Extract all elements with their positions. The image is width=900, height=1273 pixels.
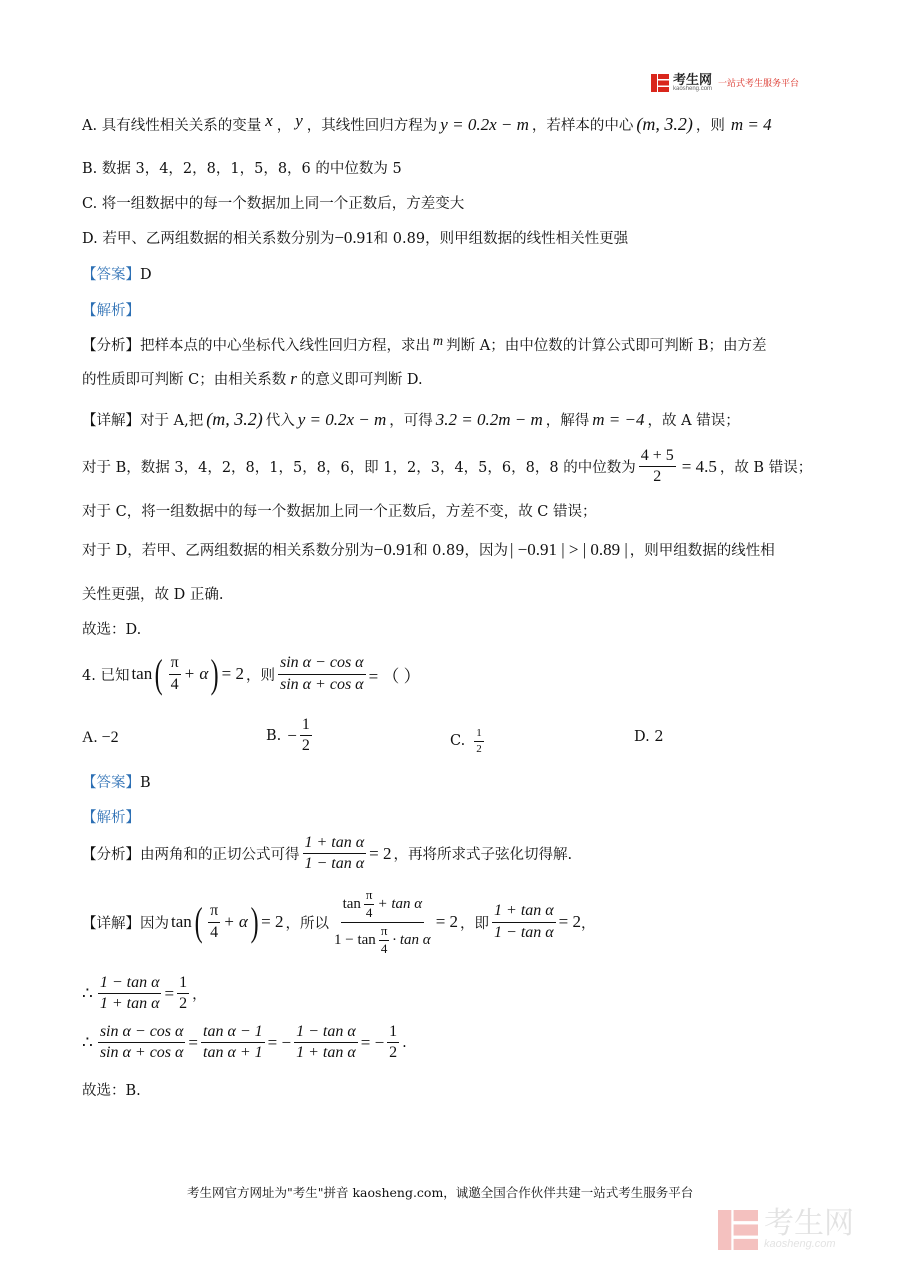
q4-stem-text: 4. 已知	[82, 667, 130, 684]
plus-alpha: + α	[183, 664, 209, 683]
q4-guxuan: 故选：B.	[82, 1083, 141, 1099]
xj-a-text-3: ，可得	[389, 413, 433, 429]
var-m: m	[433, 333, 444, 349]
fenxi-text-3: 的性质即可判断 C；由相关系数	[82, 372, 287, 388]
pi-over-4-inner	[364, 888, 375, 921]
xj-text-4: ，	[581, 915, 596, 932]
header-slogan: 一站式考生服务平台	[718, 78, 800, 88]
q4-answer	[82, 771, 151, 792]
xiangjie-tag: 【详解】	[82, 413, 140, 429]
q4-xiangjie-line2	[82, 974, 207, 1014]
tan-func: tan	[131, 664, 153, 683]
paren-left: (	[154, 651, 163, 696]
neg-half	[300, 716, 312, 756]
tan-sum-fraction	[303, 834, 367, 874]
num: 1	[387, 1023, 399, 1043]
median-result: = 4.5	[681, 456, 717, 476]
q3-answer	[82, 263, 152, 284]
q4-option-c	[450, 727, 487, 755]
equals-two: = 2	[435, 912, 459, 932]
q3-option-a-text-2: ，其线性回归方程为	[306, 118, 438, 134]
num: sin α − cos α	[98, 1023, 186, 1043]
answer-value: B	[140, 775, 151, 791]
q4-jiexi-tag: 【解析】	[82, 810, 140, 826]
var-r: r	[290, 368, 297, 388]
den: 2	[301, 737, 310, 755]
xj-d-text-2: 和 0.89，因为	[413, 543, 508, 559]
fenxi-text-2: ，再将所求式子弦化切得解.	[393, 847, 573, 864]
tan-func: tan	[171, 912, 192, 932]
num-tail: + tan α	[377, 895, 423, 912]
q3-option-a-text: A. 具有线性相关关系的变量	[82, 118, 262, 134]
xj-a-equation: y = 0.2x − m	[297, 409, 387, 429]
num: 1 − tan α	[294, 1023, 358, 1043]
therefore-sign: ∴	[82, 983, 93, 1003]
pi: π	[208, 902, 220, 922]
q3-xiangjie-c: 对于 C，将一组数据中的每一个数据加上同一个正数后，方差不变，故 C 错误；	[82, 504, 597, 520]
paren-left: (	[194, 899, 203, 945]
option-a-result: m = 4	[730, 114, 772, 134]
period: .	[402, 1034, 407, 1051]
q3-option-d-text: D. 若甲、乙两组数据的相关系数分别为	[82, 231, 335, 247]
equals: =	[164, 983, 175, 1003]
xj-b-text: 对于 B，数据 3，4，2，8，1，5，8，6，即 1，2，3，4，5，6，8，8 的中位数为	[82, 460, 636, 477]
paren-right: )	[250, 899, 259, 945]
therefore-sign: ∴	[82, 1032, 93, 1052]
xiangjie-tag: 【详解】	[82, 915, 140, 932]
xj-a-center: (m, 3.2)	[206, 409, 263, 429]
q3-fenxi-line2	[82, 368, 423, 389]
xj-d-text-3: ，则甲组数据的线性相	[629, 543, 775, 559]
four: 4	[170, 675, 179, 693]
tan-sum-fraction	[492, 902, 556, 942]
q3-xiangjie-d	[82, 539, 775, 560]
q4-xiangjie-line1	[82, 888, 596, 957]
watermark-domain: kaosheng.com	[764, 1238, 836, 1250]
pi-over-4-inner-2	[379, 924, 390, 957]
den: 1 − tan α	[494, 923, 554, 941]
four: 4	[210, 923, 219, 941]
footer-text: 考生网官方网址为"考生"拼音 kaosheng.com，诚邀全国合作伙伴共建一站式考生服务平台	[187, 1185, 694, 1200]
q3-option-d	[82, 227, 628, 248]
equals-neg: = −	[267, 1032, 292, 1052]
fenxi-text-4: 的意义即可判断 D.	[300, 372, 423, 388]
q4-fenxi	[82, 834, 572, 874]
fenxi-tag: 【分析】	[82, 338, 140, 354]
q4-option-b	[266, 716, 315, 756]
fenxi-tag: 【分析】	[82, 847, 140, 864]
four: 4	[380, 940, 388, 956]
sin-cos-ratio	[98, 1023, 186, 1063]
den: 2	[476, 742, 482, 755]
plus-alpha: + α	[223, 912, 248, 932]
watermark	[718, 1209, 854, 1250]
ratio-num: sin α − cos α	[278, 654, 366, 674]
pi: π	[379, 924, 390, 941]
q3-option-a	[82, 110, 772, 135]
xj-text-2: ，所以	[285, 915, 330, 932]
xj-a-text-5: ，故 A 错误；	[647, 413, 740, 429]
xj-text: 因为	[140, 915, 169, 932]
q3-option-b: B. 数据 3，4，2，8，1，5，8，6 的中位数为 5	[82, 161, 402, 177]
header-brand: 考生网	[673, 72, 713, 87]
den: 1 + tan α	[99, 995, 160, 1013]
comma: ，	[192, 987, 207, 1004]
q3-jiexi-tag: 【解析】	[82, 303, 140, 319]
sep: ，	[276, 118, 292, 134]
den: 2	[389, 1044, 398, 1062]
four: 4	[365, 904, 373, 920]
pi: π	[364, 888, 375, 905]
ratio-den: sin α + cos α	[279, 675, 364, 693]
watermark-logo-icon	[718, 1210, 758, 1250]
answer-tag: 【答案】	[82, 267, 140, 283]
sample-center: (m, 3.2)	[636, 114, 693, 134]
q3-option-c: C. 将一组数据中的每一个数据加上同一个正数后，方差变大	[82, 196, 465, 212]
fenxi-text: 由两角和的正切公式可得	[140, 847, 300, 864]
q4-stem-text-2: ，则	[245, 667, 275, 684]
half	[474, 727, 484, 755]
header-domain: kaosheng.com	[673, 86, 713, 92]
num: 1 + tan α	[303, 834, 367, 854]
answer-tag: 【答案】	[82, 775, 140, 791]
var-y: y	[295, 110, 303, 130]
equals-two: = 2	[558, 912, 582, 932]
den: sin α + cos α	[99, 1044, 184, 1062]
expanded-den	[332, 923, 433, 957]
equals: =	[188, 1032, 199, 1052]
num: 1 − tan α	[98, 974, 162, 994]
sin-cos-ratio	[278, 654, 366, 694]
equals-two: = 2	[369, 843, 392, 863]
den-tail: · tan α	[392, 931, 431, 948]
half	[177, 974, 189, 1014]
num: 1	[474, 727, 484, 742]
xj-d-value: −0.91	[373, 539, 414, 559]
var-x: x	[265, 110, 273, 130]
median-num: 4 + 5	[639, 447, 676, 467]
minus-sign: −	[287, 725, 297, 745]
xj-b-text-2: ，故 B 错误；	[719, 460, 813, 477]
q3-option-a-text-3: ，若样本的中心	[531, 118, 634, 134]
den: 1 + tan α	[296, 1044, 356, 1062]
tan-sum-expanded	[332, 888, 433, 957]
xj-a-text: 对于 A,把	[140, 413, 204, 429]
num: 1	[177, 974, 189, 994]
equals-two: = 2	[221, 664, 244, 683]
expanded-num	[341, 888, 425, 923]
median-fraction	[639, 447, 676, 487]
q3-xiangjie-d-cont: 关性更强，故 D 正确.	[82, 587, 224, 603]
den: 1 − tan α	[304, 855, 365, 873]
num: 1	[300, 716, 312, 736]
den: tan α + 1	[203, 1044, 263, 1062]
q3-option-d-text-2: 和 0.89，则甲组数据的线性相关性更强	[373, 231, 629, 247]
den-head: 1 − tan	[334, 931, 376, 948]
xj-a-text-2: 代入	[265, 413, 295, 429]
fenxi-text-2: 判断 A；由中位数的计算公式即可判断 B；由方差	[446, 338, 767, 354]
corr-value: −0.91	[334, 227, 374, 247]
pi-over-4	[169, 654, 181, 694]
xj-d-abs-compare: | −0.91 | > | 0.89 |	[509, 539, 628, 559]
q4-stem	[82, 651, 421, 696]
watermark-brand: 考生网	[764, 1207, 854, 1240]
half	[387, 1023, 399, 1063]
tan-func: tan	[342, 895, 361, 912]
header-logo	[651, 73, 799, 92]
pi-over-4	[208, 902, 220, 942]
tan-ratio	[98, 974, 162, 1014]
answer-value: D	[140, 267, 152, 283]
xj-text-3: ，即	[460, 915, 490, 932]
option-c-label: C.	[450, 733, 466, 750]
xj-a-text-4: ，解得	[545, 413, 590, 429]
den: 2	[179, 995, 188, 1013]
q3-xiangjie-a	[82, 409, 740, 430]
regression-equation: y = 0.2x − m	[440, 114, 529, 134]
q4-option-d: D. 2	[634, 729, 664, 745]
tan-ratio-3	[294, 1023, 358, 1063]
equals-two: = 2	[261, 912, 284, 932]
q3-fenxi-line1	[82, 334, 766, 355]
xj-a-equation-2: 3.2 = 0.2m − m	[435, 409, 543, 429]
fenxi-text: 把样本点的中心坐标代入线性回归方程，求出	[140, 338, 430, 354]
median-den: 2	[653, 468, 662, 486]
pi: π	[169, 654, 181, 674]
xj-a-result: m = −4	[592, 409, 645, 429]
num: tan α − 1	[201, 1023, 265, 1043]
q4-option-a: A. −2	[82, 729, 119, 746]
equals-neg: = −	[360, 1032, 385, 1052]
q3-xiangjie-b	[82, 447, 812, 487]
xj-d-text: 对于 D，若甲、乙两组数据的相关系数分别为	[82, 543, 374, 559]
option-b-label: B.	[266, 727, 282, 744]
tan-ratio-2	[201, 1023, 265, 1063]
paren-right: )	[210, 651, 219, 696]
num: 1 + tan α	[492, 902, 556, 922]
q4-stem-blank: = （ ）	[368, 666, 421, 686]
q3-option-a-text-4: ，则	[695, 118, 725, 134]
q4-xiangjie-line3	[82, 1023, 407, 1063]
q3-guxuan: 故选：D.	[82, 622, 142, 638]
kaosheng-logo-icon	[651, 74, 669, 92]
